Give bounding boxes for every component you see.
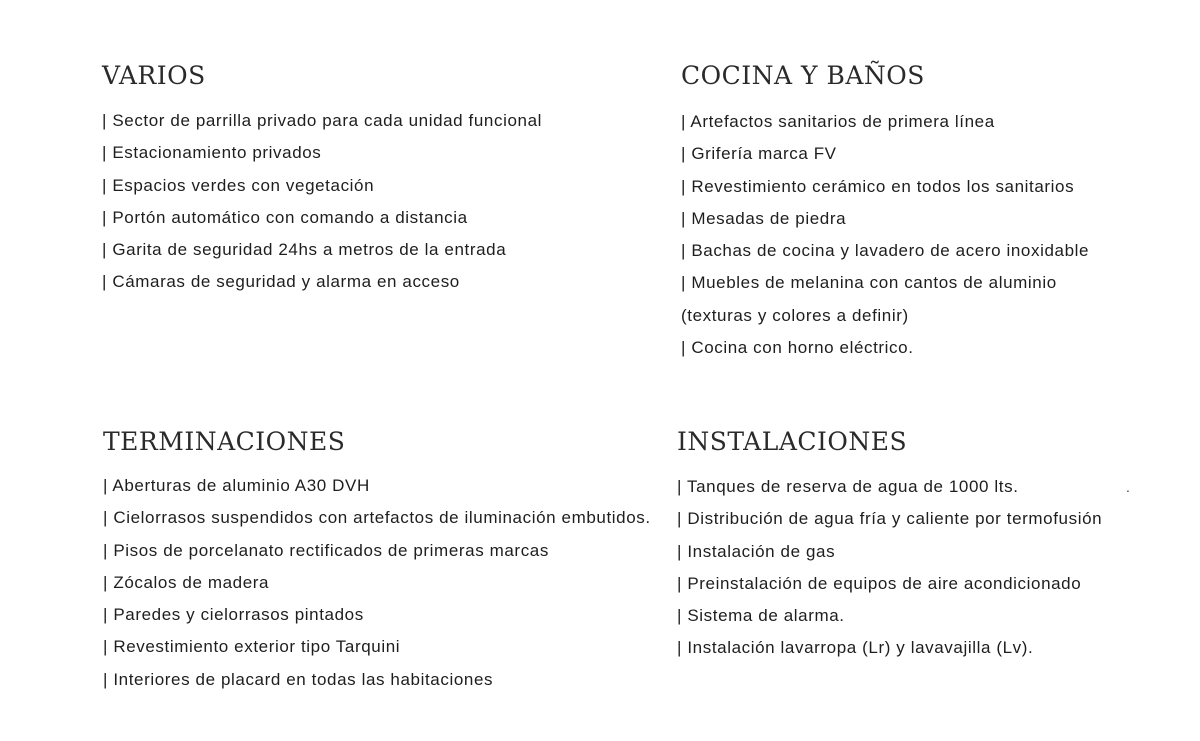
list-item: | Mesadas de piedra bbox=[681, 208, 847, 228]
list-item: | Revestimiento cerámico en todos los sanitarios bbox=[681, 176, 1075, 196]
list-item: | Sistema de alarma. bbox=[677, 606, 845, 626]
section-varios bbox=[102, 61, 542, 299]
stray-dot: . bbox=[1126, 479, 1130, 495]
list-item: | Cocina con horno eléctrico. bbox=[681, 338, 914, 358]
list-item: | Paredes y cielorrasos pintados bbox=[103, 605, 364, 625]
section-title-terminaciones: TERMINACIONES bbox=[103, 427, 346, 456]
list-item: | Pisos de porcelanato rectificados de primeras marcas bbox=[103, 540, 549, 560]
list-item: | Muebles de melanina con cantos de aluminio bbox=[681, 273, 1057, 293]
list-item: | Estacionamiento privados bbox=[102, 143, 322, 163]
list-item: | Distribución de agua fría y caliente por termofusión bbox=[677, 509, 1103, 529]
list-item: | Grifería marca FV bbox=[681, 144, 837, 164]
list-instalaciones bbox=[677, 471, 1102, 665]
section-title-cocina-y-banos: COCINA Y BAÑOS bbox=[681, 61, 925, 90]
list-item: | Tanques de reserva de agua de 1000 lts. bbox=[677, 477, 1019, 496]
list-item: | Cámaras de seguridad y alarma en acceso bbox=[102, 272, 460, 292]
list-item: | Revestimiento exterior tipo Tarquini bbox=[103, 637, 401, 657]
section-cocina-y-banos bbox=[681, 61, 1089, 364]
list-item: | Interiores de placard en todas las habitaciones bbox=[103, 669, 494, 689]
section-instalaciones bbox=[677, 427, 1102, 665]
list-item: | Artefactos sanitarios de primera línea bbox=[681, 112, 995, 131]
list-item: | Espacios verdes con vegetación bbox=[102, 175, 375, 195]
section-terminaciones bbox=[103, 427, 651, 696]
list-item: | Preinstalación de equipos de aire acondicionado bbox=[677, 573, 1082, 593]
list-item: | Garita de seguridad 24hs a metros de la entrada bbox=[102, 240, 507, 260]
list-item-continuation: (texturas y colores a definir) bbox=[681, 305, 909, 325]
list-item: | Cielorrasos suspendidos con artefactos de iluminación embutidos. bbox=[103, 508, 651, 528]
section-title-varios: VARIOS bbox=[102, 61, 206, 90]
list-varios bbox=[102, 105, 542, 299]
list-terminaciones bbox=[103, 470, 651, 696]
list-item: | Instalación de gas bbox=[677, 541, 836, 561]
list-item: | Instalación lavarropa (Lr) y lavavajilla (Lv). bbox=[677, 638, 1034, 658]
list-item: | Aberturas de aluminio A30 DVH bbox=[103, 476, 370, 495]
list-item: | Zócalos de madera bbox=[103, 572, 270, 592]
list-item: | Portón automático con comando a distancia bbox=[102, 207, 468, 227]
list-cocina-y-banos bbox=[681, 106, 1089, 364]
section-title-instalaciones: INSTALACIONES bbox=[677, 427, 908, 456]
list-item: | Sector de parrilla privado para cada unidad funcional bbox=[102, 111, 543, 130]
list-item: | Bachas de cocina y lavadero de acero inoxidable bbox=[681, 241, 1090, 261]
